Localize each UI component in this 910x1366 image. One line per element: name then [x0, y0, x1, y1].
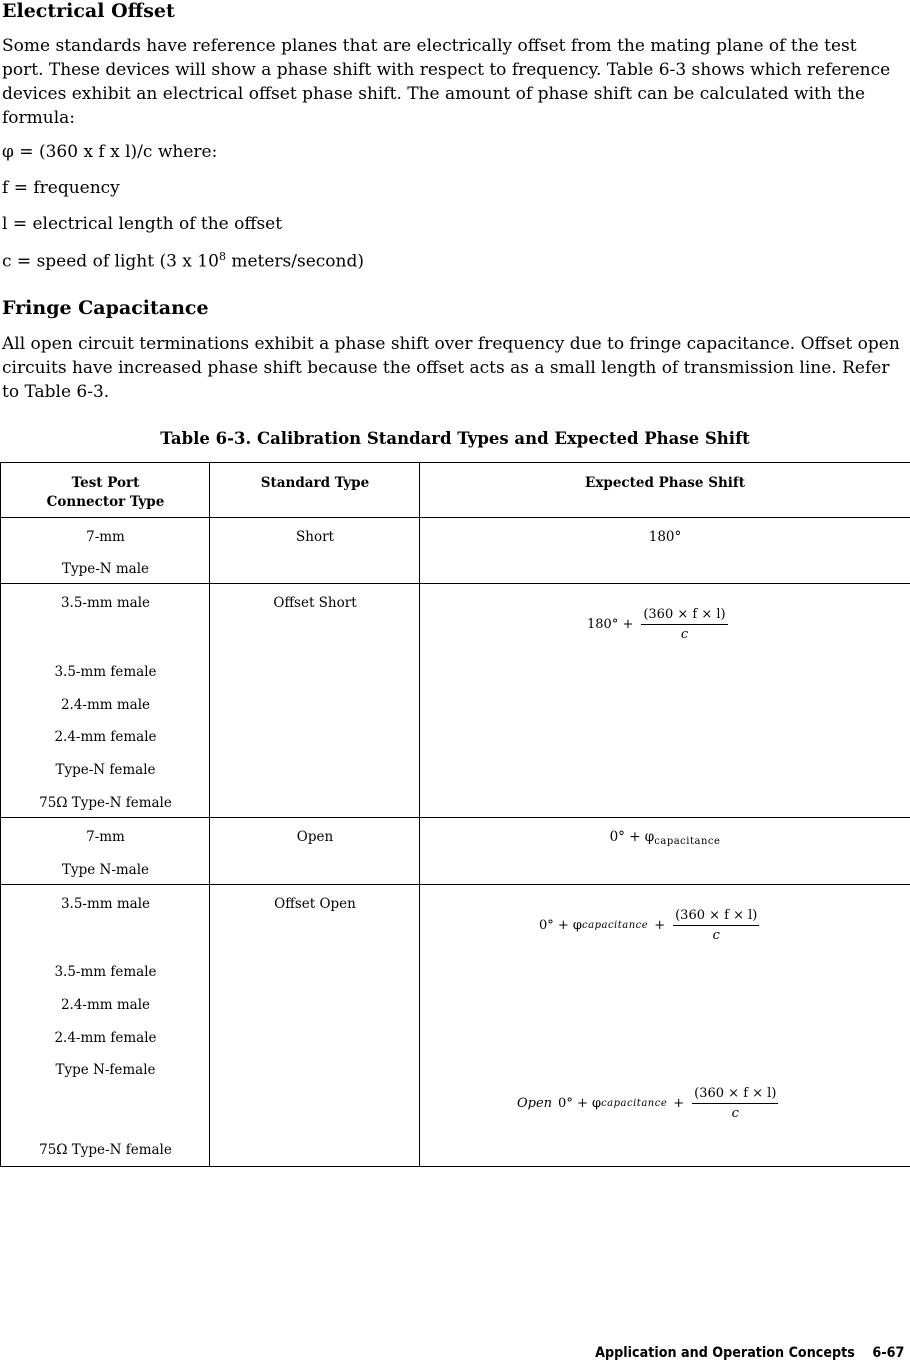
- definition-c-suffix: meters/second): [225, 251, 364, 272]
- fraction-denominator: c: [712, 928, 720, 943]
- fraction-numerator: (360 × f × l): [641, 607, 727, 625]
- formula-offset-short: [587, 607, 728, 642]
- formula-prefix: 180° +: [587, 617, 634, 632]
- fraction-denominator: c: [680, 627, 689, 642]
- formula-plus: +: [673, 1096, 685, 1111]
- fraction: [673, 908, 759, 943]
- formula-prefix: 0° + φ: [558, 1096, 602, 1111]
- table-cell-connector: 2.4-mm male: [60, 997, 151, 1013]
- definition-f: f = frequency: [2, 178, 120, 198]
- header-standard-type: Standard Type: [260, 475, 370, 491]
- footer-title: Application and Operation Concepts: [594, 1345, 855, 1361]
- table-cell-connector: Type N-female: [55, 1062, 156, 1078]
- section-heading-fringe-capacitance: Fringe Capacitance: [2, 297, 209, 319]
- paragraph-fringe-capacitance: All open circuit terminations exhibit a phase shift over frequency due to fringe capacitance. Offset open circuits have increased phase shift because the offset acts as a small length of transmission line. Refer to Table 6-3.: [2, 334, 900, 402]
- table-rule-2: [1, 817, 910, 818]
- fraction-numerator: (360 × f × l): [692, 1086, 778, 1104]
- table-cell-phase: 180°: [648, 529, 682, 545]
- table-rule-3: [1, 884, 910, 885]
- paragraph-electrical-offset: Some standards have reference planes that are electrically offset from the mating plane of the test port. These devices will show a phase shift with respect to frequency. Table 6-3 shows which reference devices exhibit an electrical offset phase shift. The amount of phase shift can be calculated with the formula:: [2, 36, 891, 128]
- header-connector-line2: Connector Type: [46, 494, 165, 510]
- table-cell-connector: Type-N female: [55, 762, 156, 778]
- formula-open: [421, 828, 909, 851]
- header-expected-phase-shift: Expected Phase Shift: [585, 475, 745, 491]
- header-connector-line1: Test Port: [71, 475, 140, 491]
- table-cell-connector: 2.4-mm female: [54, 729, 157, 745]
- page-number: 6-67: [872, 1345, 904, 1361]
- section-heading-electrical-offset: Electrical Offset: [2, 0, 175, 22]
- table-cell-standard: Open: [296, 829, 334, 845]
- definition-c: [2, 250, 364, 272]
- formula-offset-open-2: [517, 1086, 778, 1121]
- formula-prefix: 0° + φ: [609, 829, 655, 845]
- formula-subscript: capacitance: [601, 1098, 668, 1109]
- header-connector-type: [1, 474, 210, 512]
- table-cell-connector: Type N-male: [61, 862, 150, 878]
- table-cell-connector: Type-N male: [61, 561, 150, 577]
- table-cell-connector: 3.5-mm female: [54, 664, 157, 680]
- fraction: [641, 607, 727, 642]
- table-cell-connector: 75Ω Type-N female: [39, 795, 172, 811]
- table-rule-header: [1, 517, 910, 518]
- definition-c-prefix: c = speed of light (3 x 10: [2, 251, 219, 272]
- table-rule-1: [1, 583, 910, 584]
- definition-l: l = electrical length of the offset: [2, 214, 283, 234]
- table-cell-connector: 3.5-mm female: [54, 964, 157, 980]
- formula-offset-open: [539, 908, 759, 943]
- formula-open-label: Open: [517, 1096, 553, 1111]
- table-divider-2: [419, 463, 420, 1166]
- fraction-numerator: (360 × f × l): [673, 908, 759, 926]
- table-cell-standard: Offset Short: [273, 595, 357, 611]
- fraction-denominator: c: [731, 1106, 739, 1121]
- formula-plus: +: [654, 918, 666, 933]
- table-cell-standard: Short: [296, 529, 334, 545]
- phase-shift-table: [0, 462, 910, 1167]
- definition-c-exponent: 8: [218, 250, 226, 263]
- table-cell-standard: Offset Open: [274, 896, 356, 912]
- formula-subscript: capacitance: [654, 836, 721, 847]
- formula-subscript: capacitance: [582, 920, 649, 931]
- table-cell-connector: 3.5-mm male: [60, 595, 151, 611]
- table-cell-connector: 2.4-mm male: [60, 697, 151, 713]
- table-caption: Table 6-3. Calibration Standard Types and Expected Phase Shift: [160, 429, 750, 448]
- fraction: [692, 1086, 778, 1121]
- table-cell-connector: 2.4-mm female: [54, 1030, 157, 1046]
- table-cell-connector: 75Ω Type-N female: [39, 1142, 172, 1158]
- formula-prefix: 0° + φ: [539, 918, 583, 933]
- table-cell-connector: 7-mm: [86, 829, 125, 845]
- table-cell-connector: 3.5-mm male: [60, 896, 151, 912]
- table-cell-connector: 7-mm: [86, 529, 125, 545]
- formula-line: φ = (360 x f x l)/c where:: [2, 142, 218, 162]
- page-footer: [595, 1345, 904, 1361]
